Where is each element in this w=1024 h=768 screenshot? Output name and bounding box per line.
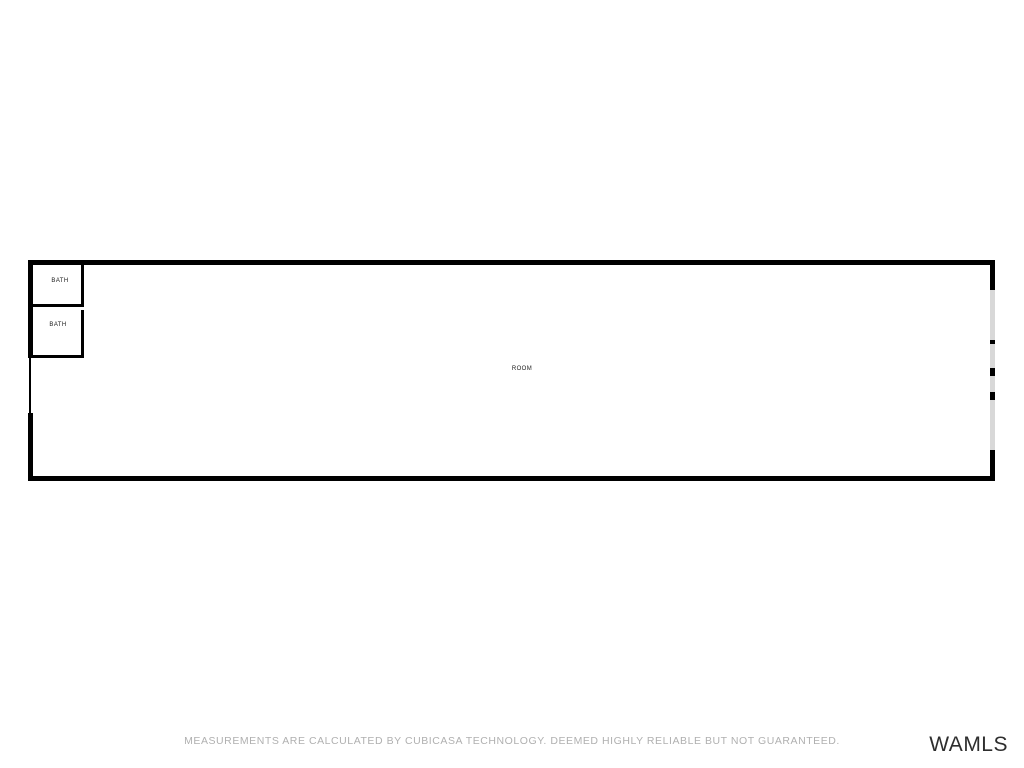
wall-partition-between-baths <box>28 304 84 307</box>
wall-partition-bath-vertical-lower <box>81 310 84 357</box>
window-right-band-upper <box>990 290 995 368</box>
wall-exterior-right-bottom <box>990 450 995 481</box>
wall-mullion-right-3 <box>990 392 995 400</box>
wamls-watermark: WAMLS <box>929 733 1008 756</box>
wall-exterior-left-entry <box>29 358 31 413</box>
wall-mullion-right-1 <box>990 340 995 344</box>
measurement-disclaimer: MEASUREMENTS ARE CALCULATED BY CUBICASA TECHNOLOGY. DEEMED HIGHLY RELIABLE BUT NOT GUARANTEED. <box>184 735 840 747</box>
room-label-bath-lower: BATH <box>49 322 67 328</box>
wall-exterior-top <box>28 260 995 265</box>
wall-exterior-right-top <box>990 260 995 290</box>
wall-partition-bath-vertical-upper <box>81 262 84 304</box>
wall-exterior-bottom <box>28 476 995 481</box>
room-label-room: ROOM <box>511 366 533 372</box>
wall-exterior-left-upper <box>28 260 33 358</box>
window-right-band-lower <box>990 400 995 450</box>
wall-partition-bath-bottom <box>28 355 84 358</box>
wall-mullion-right-2 <box>990 368 995 376</box>
wall-exterior-left-lower <box>28 413 33 481</box>
room-label-bath-upper: BATH <box>51 278 69 284</box>
window-right-band-mid <box>990 376 995 392</box>
